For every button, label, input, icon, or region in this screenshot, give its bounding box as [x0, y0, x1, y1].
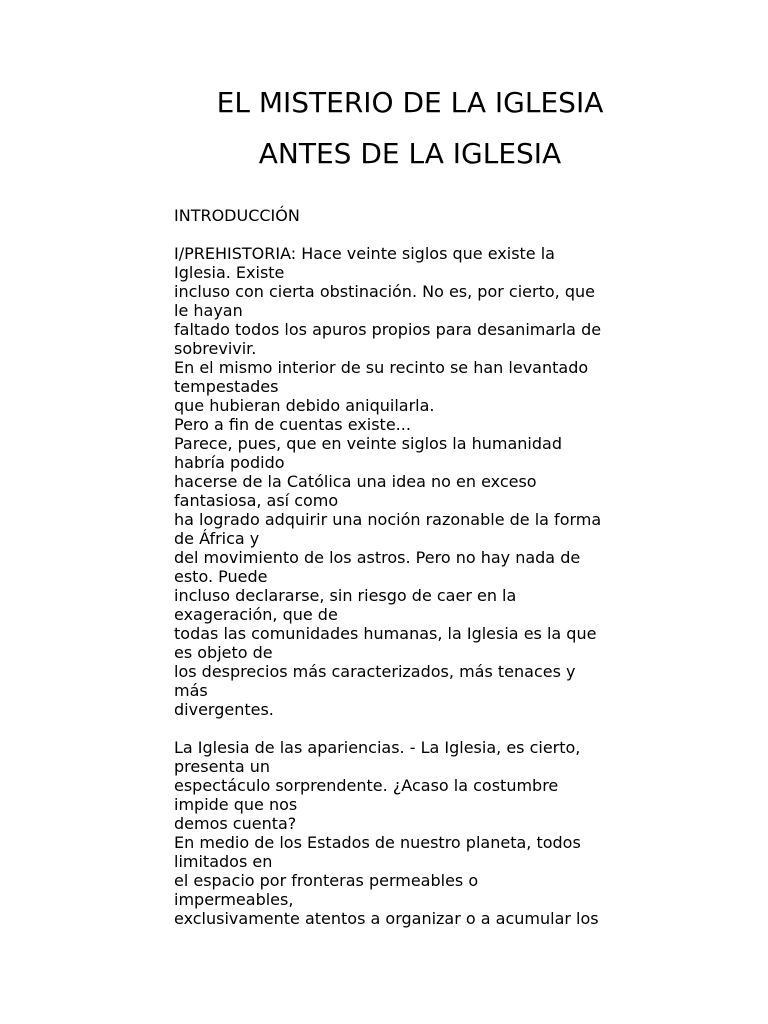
text-line: del movimiento de los astros. Pero no hay nada de	[174, 548, 581, 567]
text-line: En el mismo interior de su recinto se han levantado	[174, 358, 589, 377]
section-heading: INTRODUCCIÓN	[174, 206, 300, 225]
text-line: los desprecios más caracterizados, más tenaces y	[174, 662, 576, 681]
text-line: limitados en	[174, 852, 273, 871]
text-line: Pero a fin de cuentas existe...	[174, 415, 411, 434]
text-line: hacerse de la Católica una idea no en exceso	[174, 472, 537, 491]
text-line: habría podido	[174, 453, 285, 472]
text-line: tempestades	[174, 377, 279, 396]
text-line: exclusivamente atentos a organizar o a acumular los	[174, 909, 599, 928]
text-line: La Iglesia de las apariencias. - La Iglesia, es cierto,	[174, 738, 581, 757]
title-line-2: ANTES DE LA IGLESIA	[258, 137, 562, 170]
text-line: incluso declararse, sin riesgo de caer en la	[174, 586, 517, 605]
title-line-1: EL MISTERIO DE LA IGLESIA	[216, 86, 604, 119]
text-line: el espacio por fronteras permeables o	[174, 871, 479, 890]
text-line: más	[174, 681, 208, 700]
blank-line	[174, 719, 764, 738]
text-line: de África y	[174, 529, 260, 548]
text-line: impermeables,	[174, 890, 294, 909]
text-line: fantasiosa, así como	[174, 491, 339, 510]
text-line: presenta un	[174, 757, 270, 776]
blank-line	[174, 225, 764, 244]
text-line: espectáculo sorprendente. ¿Acaso la costumbre	[174, 776, 559, 795]
text-line: que hubieran debido aniquilarla.	[174, 396, 435, 415]
text-line: es objeto de	[174, 643, 273, 662]
text-line: esto. Puede	[174, 567, 268, 586]
text-line: impide que nos	[174, 795, 298, 814]
text-line: Parece, pues, que en veinte siglos la humanidad	[174, 434, 562, 453]
text-line: Iglesia. Existe	[174, 263, 285, 282]
text-line: sobrevivir.	[174, 339, 257, 358]
text-line: I/PREHISTORIA: Hace veinte siglos que existe la	[174, 244, 555, 263]
text-line: En medio de los Estados de nuestro planeta, todos	[174, 833, 581, 852]
text-line: demos cuenta?	[174, 814, 297, 833]
text-line: faltado todos los apuros propios para desanimarla de	[174, 320, 602, 339]
text-line: incluso con cierta obstinación. No es, por cierto, que	[174, 282, 595, 301]
text-line: divergentes.	[174, 700, 274, 719]
text-line: le hayan	[174, 301, 243, 320]
text-line: exageración, que de	[174, 605, 338, 624]
text-line: todas las comunidades humanas, la Iglesia es la que	[174, 624, 597, 643]
text-line: ha logrado adquirir una noción razonable de la forma	[174, 510, 602, 529]
body-text	[174, 206, 764, 928]
